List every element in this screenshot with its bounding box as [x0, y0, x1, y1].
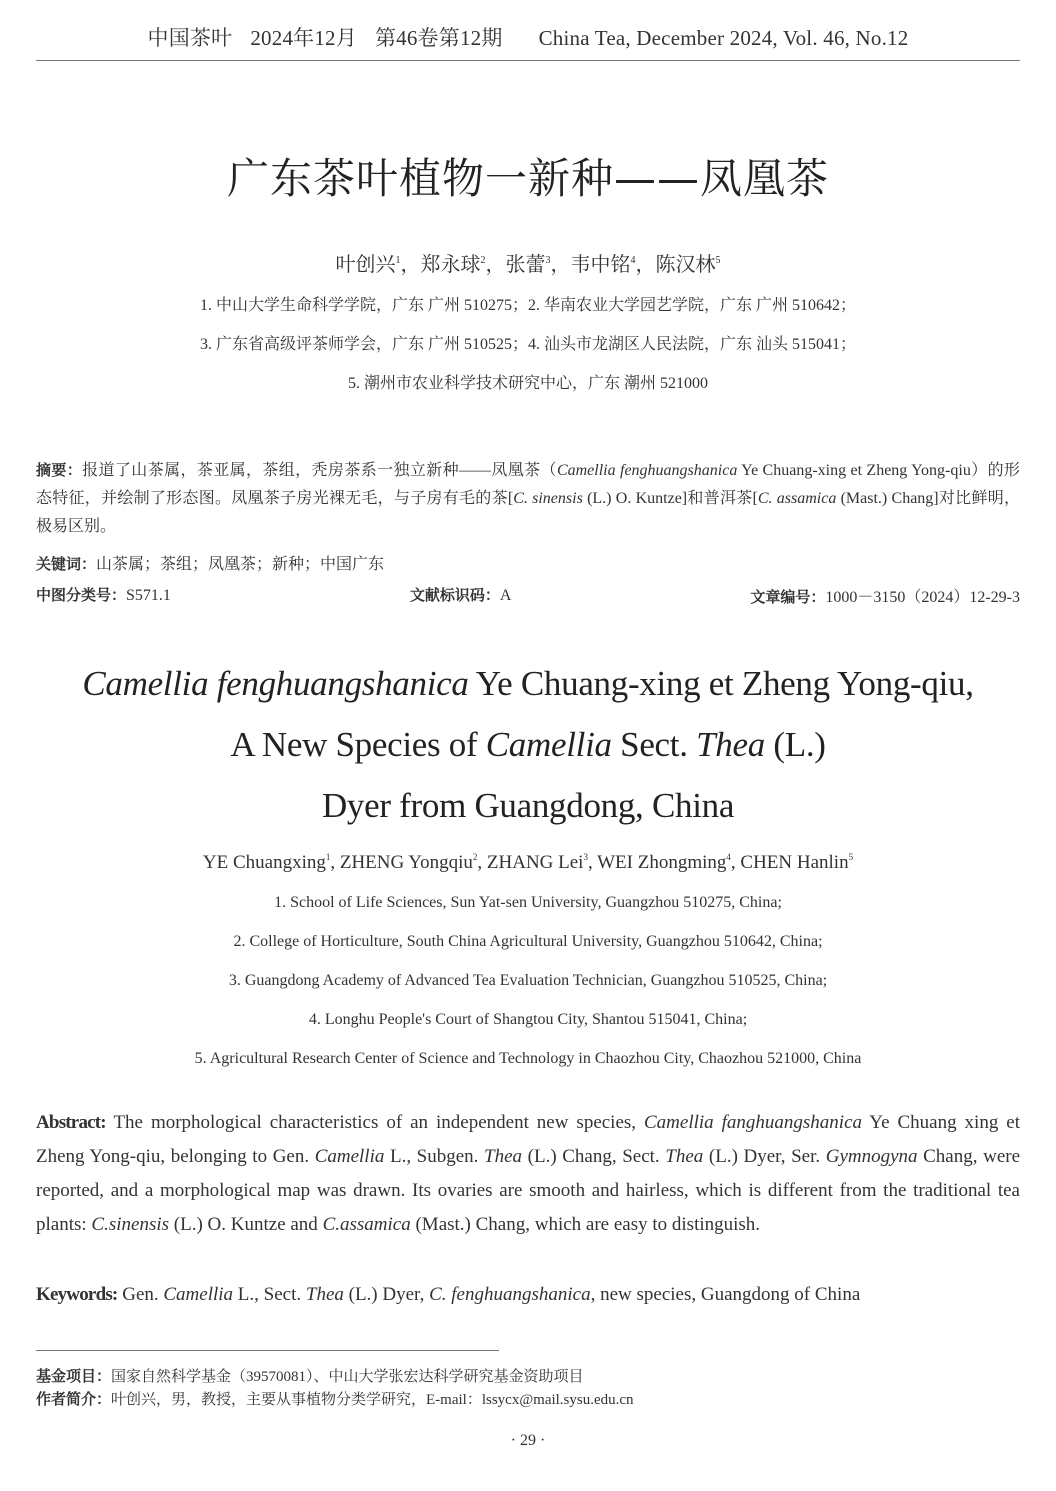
document-code: 文献标识码：A [409, 586, 512, 604]
journal-name-cn: 中国茶叶 [147, 26, 233, 50]
page-title-en-line3: Dyer from Guangdong, China [321, 786, 735, 825]
author-cn: 韦中铭$^4$ [570, 254, 636, 276]
keywords-cn-text: 山茶属；茶组；凤凰茶；新种；中国广东 [96, 556, 385, 573]
authors-en: YE Chuangxing$^1$, ZHENG Yongqiu$^2$, ZHANG Lei$^3$, WEI Zhongming$^4$, CHEN Hanlin$^5$ [202, 852, 854, 873]
keywords-en-label: Keywords: [36, 1284, 118, 1305]
abstract-en-label: Abstract: [36, 1112, 106, 1133]
affiliation-cn: 1. 中山大学生命科学学院，广东 广州 510275；2. 华南农业大学园艺学院，广东 广州 510642； [199, 297, 856, 314]
footnote-author-bio: 作者简介：叶创兴，男，教授，主要从事植物分类学研究，E-mail：lssycx@mail.sysu.edu.cn [36, 1390, 634, 1408]
abstract-cn-label: 摘要： [36, 461, 83, 479]
author-cn: 张蕾$^3$ [505, 254, 551, 276]
page-number: · 29 · [510, 1432, 546, 1449]
affiliation-cn: 3. 广东省高级评茶师学会，广东 广州 510525；4. 汕头市龙湖区人民法院，广东 汕头 515041； [199, 336, 856, 353]
affiliation-en: 1. School of Life Sciences, Sun Yat-sen University, Guangzhou 510275, China; [274, 894, 782, 911]
keywords-en: Keywords: Gen. Camellia L., Sect. Thea (L.) Dyer, C. fenghuangshanica, new species, Guangdong of China [36, 1284, 861, 1305]
affiliation-en: 2. College of Horticulture, South China Agricultural University, Guangzhou 510642, China; [233, 933, 823, 950]
abstract-cn: 摘要：报道了山茶属，茶亚属，茶组，秃房茶系一独立新种——凤凰茶（Camellia fenghuangshanica Ye Chuang-xing et Zheng Yong-qiu）的形态特征，并绘制了形态图。凤凰茶子房光裸无毛，与子房有毛的茶[C. sinensis (L.) O. Kuntze]和普洱茶[C. assamica (Mast.) Chang]对比鲜明，极易区别。 [36, 461, 1020, 535]
classification-meta [36, 584, 1020, 607]
footnote-funding: 基金项目：国家自然科学基金（39570081）、中山大学张宏达科学研究基金资助项目 [36, 1367, 584, 1385]
footnote-divider [36, 1350, 499, 1351]
author-cn: 郑永球$^2$ [420, 254, 486, 276]
author-cn: 叶创兴$^1$ [335, 254, 401, 276]
page-title-en-line2: A New Species of Camellia Sect. Thea (L.) [230, 725, 826, 764]
keywords-cn-label: 关键词： [36, 555, 97, 573]
article-number: 文章编号：1000－3150（2024）12-29-3 [750, 588, 1020, 606]
author-en: ZHANG Lei$^3$ [486, 852, 588, 873]
journal-issue-cn: 第46卷第12期 [374, 26, 503, 50]
abstract-en: Abstract: The morphological characteristics of an independent new species, Camellia fanghuangshanica Ye Chuang xing et Zheng Yong-qiu, belonging to Gen. Camellia L., Subgen. Thea (L.) Chang, Sect. Thea (L.) Dyer, Ser. Gymnogyna Chang, were reported, and a morphological map was drawn. Its ovaries are smooth and hairless, which is different from the traditional tea plants: C.sinensis (L.) O. Kuntze and C.assamica (Mast.) Chang, which are easy to distinguish. [36, 1112, 1021, 1235]
author-en: WEI Zhongming$^4$ [597, 852, 731, 873]
journal-date-cn: 2024年12月 [250, 26, 357, 50]
header-divider [36, 60, 1020, 61]
keywords-cn [36, 550, 1020, 579]
page-title-en-line1: Camellia fenghuangshanica Ye Chuang-xing et Zheng Yong-qiu, [82, 664, 974, 703]
author-en: ZHENG Yongqiu$^2$ [339, 852, 478, 873]
author-en: YE Chuangxing$^1$ [202, 852, 331, 873]
author-cn: 陈汉林$^5$ [655, 254, 721, 276]
authors-cn: 叶创兴$^1$，郑永球$^2$，张蕾$^3$，韦中铭$^4$，陈汉林$^5$ [335, 254, 721, 276]
affiliation-en: 5. Agricultural Research Center of Science and Technology in Chaozhou City, Chaozhou 521000, China [194, 1050, 862, 1067]
running-header [0, 22, 1056, 52]
page-title-cn: 广东茶叶植物一新种——凤凰茶 [226, 154, 829, 203]
author-en: CHEN Hanlin$^5$ [740, 852, 854, 873]
affiliation-cn: 5. 潮州市农业科学技术研究中心，广东 潮州 521000 [347, 375, 708, 392]
clc-number: 中图分类号：S571.1 [36, 586, 171, 604]
affiliation-en: 4. Longhu People's Court of Shangtou City, Shantou 515041, China; [308, 1011, 748, 1028]
affiliation-en: 3. Guangdong Academy of Advanced Tea Evaluation Technician, Guangzhou 510525, China; [228, 972, 828, 989]
journal-citation-en: China Tea, December 2024, Vol. 46, No.12 [538, 26, 909, 50]
